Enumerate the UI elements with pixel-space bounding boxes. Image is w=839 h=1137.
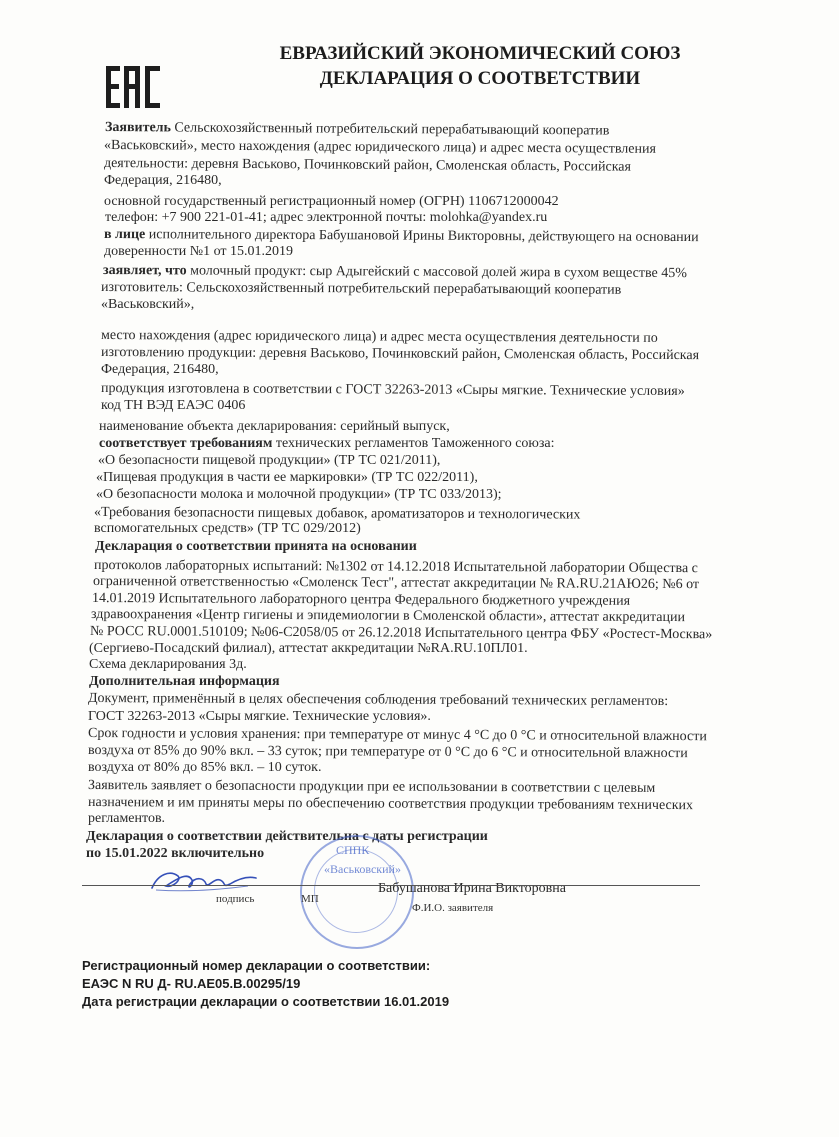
compliance-line: соответствует требованиям технических регламентов Таможенного союза:: [99, 436, 555, 451]
basis-line-2: ограниченной ответственностью «Смоленск Тест", аттестат аккредитации № RA.RU.21АЮ26; №6 от: [92, 574, 700, 593]
address-line-2: изготовлению продукции: деревня Васьково, Починковский район, Смоленская область, Российская: [100, 345, 700, 364]
ogrn-line: основной государственный регистрационный номер (ОГРН) 1106712000042: [104, 194, 559, 209]
additional-line-5: воздуха от 80% до 85% вкл. – 10 суток.: [88, 760, 322, 775]
address-line-3: Федерация, 216480,: [101, 362, 219, 377]
declares-label: заявляет, что: [102, 263, 187, 279]
validity-line-1: Декларация о соответствии действительна с даты регистрации: [86, 829, 488, 844]
stamp-text-2: «Васьковский»: [324, 862, 401, 876]
caption-seal: МП: [301, 893, 319, 905]
object-line: наименование объекта декларирования: серийный выпуск,: [99, 419, 450, 434]
handwritten-signature: [148, 866, 260, 896]
regulation-3: «О безопасности молока и молочной продукции» (ТР ТС 033/2013);: [96, 487, 502, 502]
applicant-line-3: деятельности: деревня Васьково, Починковский район, Смоленская область, Российская: [103, 156, 632, 175]
registration-number-label: Регистрационный номер декларации о соответствии:: [82, 958, 431, 973]
basis-line-6: (Сергиево-Посадский филиал), аттестат аккредитации №RA.RU.10ПЛ01.: [89, 641, 528, 656]
additional-line-1: Документ, применённый в целях обеспечения соблюдения требований технических регламентов:: [87, 691, 669, 710]
basis-line-3: 14.01.2019 Испытательного лабораторного центра Федерального бюджетного учреждения: [91, 591, 631, 609]
regulation-4-a: «Требования безопасности пищевых добавок, ароматизаторов и технологических: [93, 505, 581, 523]
regulation-2: «Пищевая продукция в части ее маркировки» (ТР ТС 022/2011),: [96, 470, 478, 485]
compliance-label: соответствует требованиям: [99, 436, 273, 451]
manufacturer-line-1: изготовитель: Сельскохозяйственный потребительский перерабатывающий кооператив: [100, 280, 622, 298]
representative-line-2: доверенности №1 от 15.01.2019: [104, 244, 294, 259]
additional-line-4: воздуха от 85% до 90% вкл. – 33 суток; при температуре от 0 °С до 6 °С и относительной влажности: [87, 743, 688, 762]
representative-label: в лице: [103, 227, 146, 243]
applicant-line-4: Федерация, 216480,: [104, 173, 222, 188]
hs-code-line: код ТН ВЭД ЕАЭС 0406: [101, 398, 246, 413]
additional-line-7: назначением и им приняты меры по обеспечению соответствия продукции требованиям технических: [87, 795, 694, 814]
additional-line-3: Срок годности и условия хранения: при температуре от минус 4 °С до 0 °С и относительной влажности: [87, 726, 707, 745]
registration-date: Дата регистрации декларации о соответствии 16.01.2019: [82, 994, 450, 1009]
union-title: ЕВРАЗИЙСКИЙ ЭКОНОМИЧЕСКИЙ СОЮЗ: [279, 43, 681, 64]
additional-line-8: регламентов.: [88, 811, 166, 826]
applicant-label: Заявитель: [104, 120, 172, 136]
signature-line: [82, 885, 700, 886]
address-line-1: место нахождения (адрес юридического лица) и адрес места осуществления деятельности по: [100, 328, 658, 346]
manufacturer-line-2: «Васьковский»,: [101, 297, 195, 312]
caption-signature: подпись: [216, 893, 255, 905]
regulation-1: «О безопасности пищевой продукции» (ТР ТС 021/2011),: [98, 453, 441, 468]
eac-mark-icon: [104, 64, 162, 110]
basis-line-7: Схема декларирования 3д.: [89, 657, 247, 672]
additional-title: Дополнительная информация: [89, 674, 280, 689]
basis-line-4: здравоохранения «Центр гигиены и эпидемиологии в Смоленской области», аттестат аккредитации: [90, 607, 686, 626]
contacts-line: телефон: +7 900 221-01-41; адрес электронной почты: molohka@yandex.ru: [105, 210, 548, 225]
standard-line: продукция изготовлена в соответствии с ГОСТ 32263-2013 «Сыры мягкие. Технические условия»: [100, 381, 685, 400]
additional-line-6: Заявитель заявляет о безопасности продукции при ее использовании в соответствии с целевым: [87, 778, 656, 796]
product-line: заявляет, что молочный продукт: сыр Адыгейский с массовой долей жира в сухом веществе 45%: [102, 263, 687, 282]
registration-number: ЕАЭС N RU Д- RU.АЕ05.В.00295/19: [82, 976, 301, 991]
basis-title: Декларация о соответствии принята на основании: [95, 539, 417, 554]
applicant-line-1: Заявитель Сельскохозяйственный потребительский перерабатывающий кооператив: [104, 120, 610, 139]
representative-line-1: в лице исполнительного директора Бабушановой Ирины Викторовны, действующего на основании: [103, 227, 699, 246]
additional-line-2: ГОСТ 32263-2013 «Сыры мягкие. Технические условия».: [88, 709, 431, 724]
signatory-name: Бабушанова Ирина Викторовна: [378, 881, 566, 896]
applicant-line-2: «Васьковский», место нахождения (адрес юридического лица) и адрес места осуществления: [103, 138, 656, 157]
document-title: ДЕКЛАРАЦИЯ О СООТВЕТСТВИИ: [319, 68, 641, 89]
caption-fio: Ф.И.О. заявителя: [412, 902, 494, 914]
regulation-4-b: вспомогательных средств» (ТР ТС 029/2012): [94, 521, 361, 536]
basis-line-1: протоколов лабораторных испытаний: №1302 от 14.12.2018 Испытательной лаборатории Общества с: [93, 558, 698, 577]
validity-line-2: по 15.01.2022 включительно: [86, 846, 265, 861]
stamp-text-1: СППК: [336, 843, 370, 857]
basis-line-5: № РОСС RU.0001.510109; №06-С2058/05 от 26.12.2018 Испытательного центра ФБУ «Ростест-Москва»: [89, 624, 713, 643]
